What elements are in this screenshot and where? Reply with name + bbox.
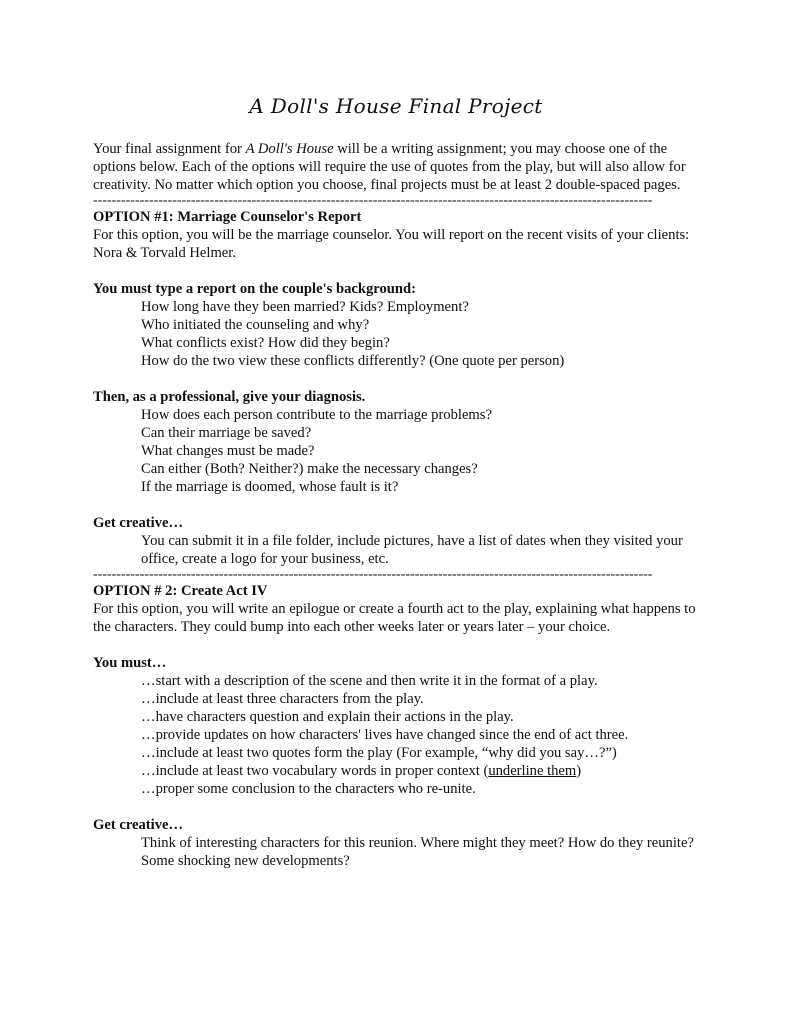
list-item: …have characters question and explain their actions in the play. (141, 709, 514, 725)
page-title: A Doll's House Final Project (249, 94, 543, 118)
list-item: What changes must be made? (141, 443, 315, 459)
option1-section2-list (93, 406, 699, 496)
divider-2: ------------------------------------------------------------------------------------------------------------------------ (93, 568, 653, 582)
intro-paragraph (93, 140, 699, 194)
creative-text: You can submit it in a file folder, include pictures, have a list of dates when they visited your office, create a logo for your business, etc. (141, 533, 683, 567)
list-item: …include at least three characters from the play. (141, 691, 424, 707)
list-item: …start with a description of the scene and then write it in the format of a play. (141, 673, 598, 689)
list-item: Can either (Both? Neither?) make the necessary changes? (141, 461, 478, 477)
option1-heading: OPTION #1: Marriage Counselor's Report (93, 209, 362, 225)
list-item: …include at least two quotes form the play (For example, “why did you say…?”) (141, 745, 617, 761)
vocab-text-after: ) (576, 763, 582, 779)
vocab-text-before: …include at least two vocabulary words in proper context ( (141, 763, 489, 779)
document-body (93, 140, 699, 870)
option1-section3-text (93, 532, 699, 568)
creative-text: Think of interesting characters for this reunion. Where might they meet? How do they reunite? Some shocking new developments? (141, 835, 694, 869)
list-item: …proper some conclusion to the characters who re-unite. (141, 781, 476, 797)
option2-description: For this option, you will write an epilogue or create a fourth act to the play, explaining what happens to the characters. They could bump into each other weeks later or years later – your choice. (93, 601, 696, 635)
option1-section1-list (93, 298, 699, 370)
list-item: How does each person contribute to the marriage problems? (141, 407, 492, 423)
option1-section3-heading: Get creative… (93, 515, 184, 531)
divider-1: ------------------------------------------------------------------------------------------------------------------------ (93, 194, 653, 208)
intro-play-title: A Doll's House (245, 141, 334, 157)
list-item: Can their marriage be saved? (141, 425, 312, 441)
option2-heading: OPTION # 2: Create Act IV (93, 583, 268, 599)
option2-section2-text (93, 834, 699, 870)
option1-section1-heading: You must type a report on the couple's background: (93, 281, 416, 297)
list-item: …provide updates on how characters' lives have changed since the end of act three. (141, 727, 629, 743)
option1-description: For this option, you will be the marriage counselor. You will report on the recent visits of your clients: Nora & Torvald Helmer. (93, 227, 690, 261)
option2-section2-heading: Get creative… (93, 817, 184, 833)
list-item: What conflicts exist? How did they begin? (141, 335, 390, 351)
list-item-vocab (141, 762, 699, 780)
option1-section2-heading: Then, as a professional, give your diagnosis. (93, 389, 366, 405)
list-item: Who initiated the counseling and why? (141, 317, 370, 333)
list-item: How do the two view these conflicts differently? (One quote per person) (141, 353, 565, 369)
option2-section1-heading: You must… (93, 655, 167, 671)
option2-section1-list (93, 672, 699, 798)
list-item: How long have they been married? Kids? Employment? (141, 299, 469, 315)
list-item: If the marriage is doomed, whose fault is it? (141, 479, 399, 495)
intro-text-2: will be a writing assignment; you may choose one of the options below. Each of the options will require the use of quotes from the play, but will also allow for creativity. No matter which option you choose, final projects must be at least 2 double-spaced pages. (93, 141, 686, 193)
vocab-underlined: underline them (488, 763, 577, 779)
intro-text-1: Your final assignment for (93, 141, 246, 157)
